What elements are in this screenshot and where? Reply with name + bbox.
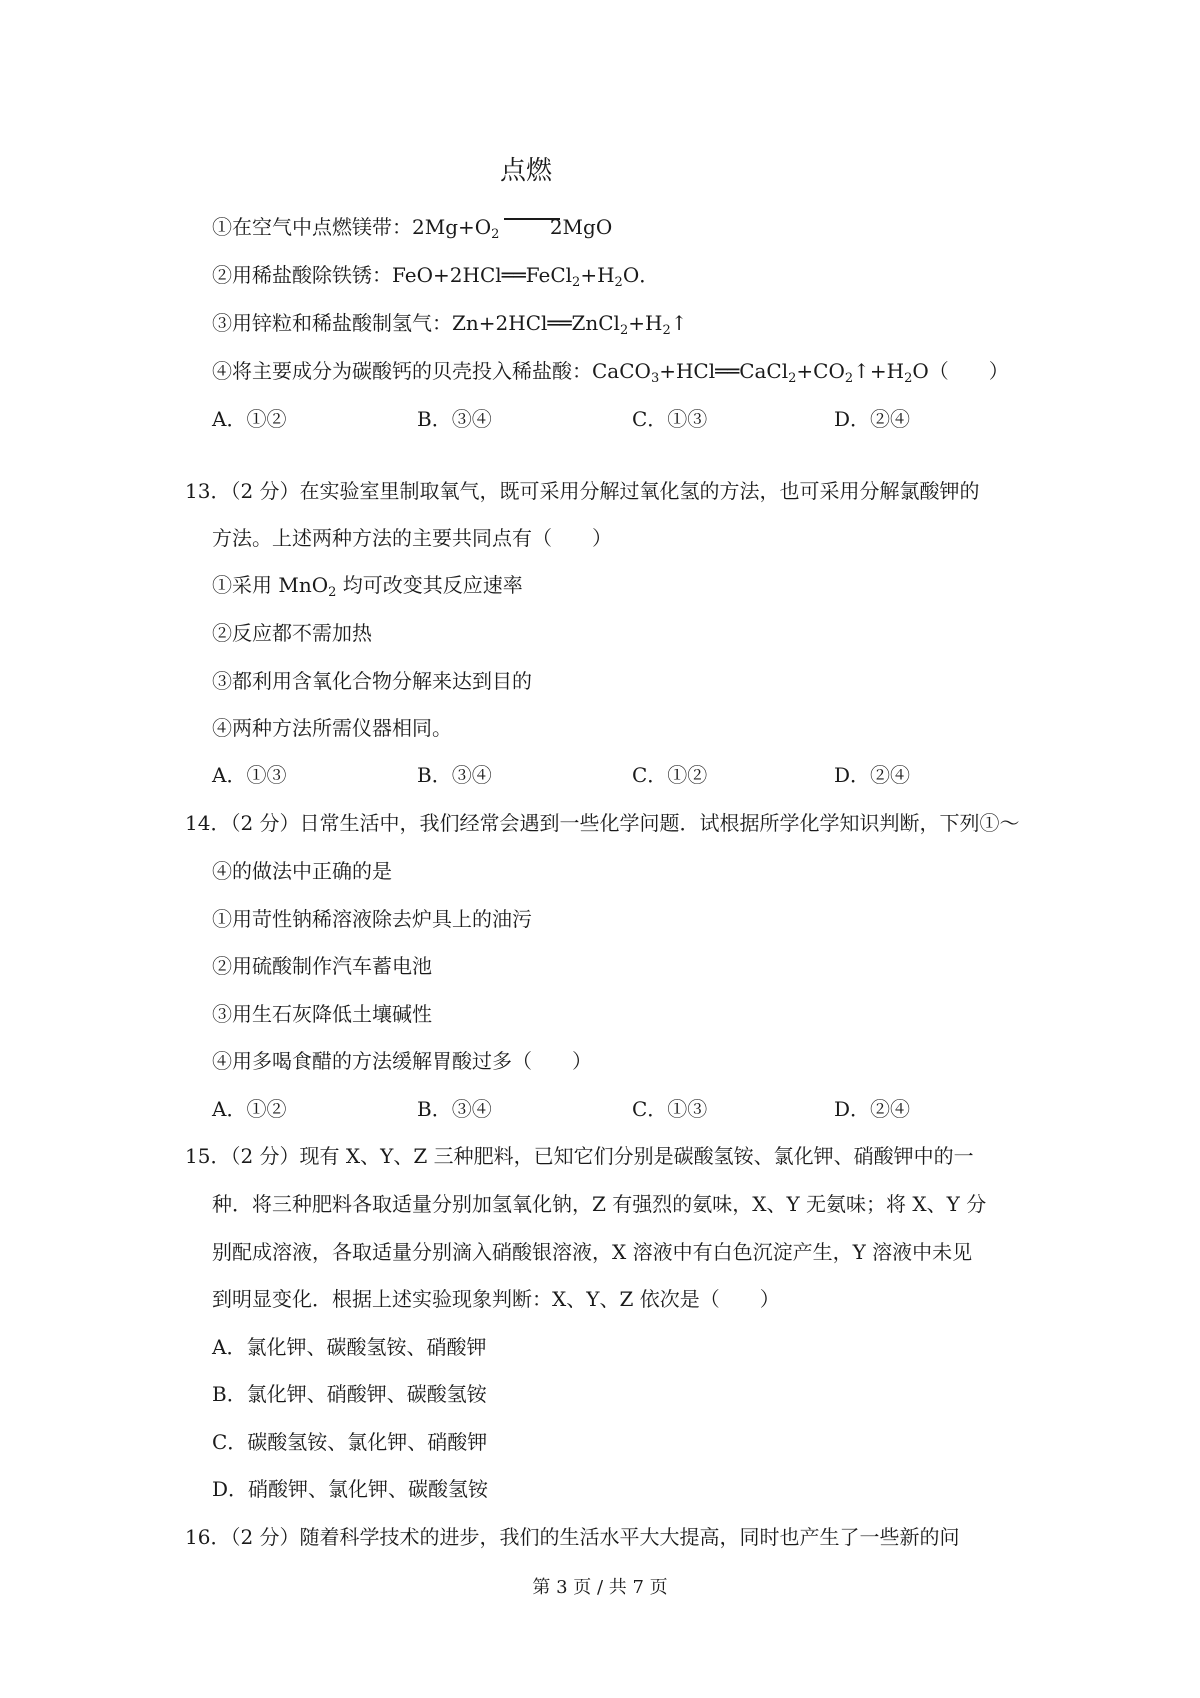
q12-item-4-sub4: 2 xyxy=(904,371,913,386)
q12-item-3-sub: 2 xyxy=(619,323,629,338)
q15-stem-line-3: 别配成溶液，各取适量分别滴入硝酸银溶液，X 溶液中有白色沉淀产生，Y 溶液中未见 xyxy=(212,1240,973,1264)
q13-option-a[interactable]: A．①③ xyxy=(212,763,287,787)
q12-item-2-tail: +H xyxy=(580,263,615,287)
q13-item-3: ③都利用含氧化合物分解来达到目的 xyxy=(212,669,532,693)
q12-item-4-mid: +HCl══CaCl xyxy=(659,359,789,383)
q12-item-4-text: ④将主要成分为碳酸钙的贝壳投入稀盐酸：CaCO xyxy=(212,359,651,383)
q15-option-b[interactable]: B．氯化钾、硝酸钾、碳酸氢铵 xyxy=(212,1382,487,1406)
q15-stem-line-1: 15．（2 分）现有 X、Y、Z 三种肥料，已知它们分别是碳酸氢铵、氯化钾、硝酸钾中的一 xyxy=(185,1144,974,1168)
q13-stem-line-1: 13．（2 分）在实验室里制取氧气，既可采用分解过氧化氢的方法，也可采用分解氯酸钾的 xyxy=(185,479,980,503)
q12-item-1-text: ①在空气中点燃镁带：2Mg+O xyxy=(212,215,492,239)
q13-option-c[interactable]: C．①② xyxy=(632,763,708,787)
q14-option-b[interactable]: B．③④ xyxy=(417,1097,492,1121)
q14-item-4: ④用多喝食醋的方法缓解胃酸过多（ ） xyxy=(212,1049,592,1073)
q12-option-c[interactable]: C．①③ xyxy=(632,407,708,431)
q13-item-1-sub: 2 xyxy=(328,585,337,600)
q12-item-1 xyxy=(212,214,612,240)
page-footer: 第 3 页 / 共 7 页 xyxy=(532,1577,668,1598)
q13-item-1-a: ①采用 MnO xyxy=(212,573,329,597)
q12-item-1-sub: 2 xyxy=(491,227,500,242)
q14-option-c[interactable]: C．①③ xyxy=(632,1097,708,1121)
q12-item-4-mid3: ↑+H xyxy=(853,359,905,383)
q12-item-4-end: O（ ） xyxy=(912,359,1009,383)
q12-item-2 xyxy=(212,262,659,288)
q15-stem-line-2: 种．将三种肥料各取适量分别加氢氧化钠，Z 有强烈的氨味，X、Y 无氨味；将 X、Y 分 xyxy=(212,1192,987,1216)
q12-item-4-sub3: 2 xyxy=(844,371,854,386)
q13-item-4: ④两种方法所需仪器相同。 xyxy=(212,716,452,740)
q12-option-b[interactable]: B．③④ xyxy=(417,407,492,431)
q12-item-3-end: ↑ xyxy=(670,311,688,335)
q12-item-4-sub2: 2 xyxy=(788,371,797,386)
q12-item-3-tail: +H xyxy=(628,311,663,335)
q15-option-d[interactable]: D．硝酸钾、氯化钾、碳酸氢铵 xyxy=(212,1477,489,1501)
q15-option-c[interactable]: C．碳酸氢铵、氯化钾、硝酸钾 xyxy=(212,1430,488,1454)
q12-option-a[interactable]: A．①② xyxy=(212,407,287,431)
reaction-condition-label: 点燃 xyxy=(500,156,553,186)
q14-stem-line-2: ④的做法中正确的是 xyxy=(212,859,392,883)
q12-item-3-text: ③用锌粒和稀盐酸制氢气：Zn+2HCl══ZnCl xyxy=(212,311,620,335)
q16-stem-line-1: 16．（2 分）随着科学技术的进步，我们的生活水平大大提高，同时也产生了一些新的问 xyxy=(185,1525,960,1549)
q12-item-3-sub2: 2 xyxy=(662,323,671,338)
q13-item-1-b: 均可改变其反应速率 xyxy=(336,573,523,597)
q12-item-4-mid2: +CO xyxy=(796,359,845,383)
q12-item-2-text: ②用稀盐酸除铁锈：FeO+2HCl══FeCl xyxy=(212,263,573,287)
q13-item-2: ②反应都不需加热 xyxy=(212,621,372,645)
q13-stem-line-2: 方法。上述两种方法的主要共同点有（ ） xyxy=(212,526,612,550)
q13-option-d[interactable]: D．②④ xyxy=(834,763,911,787)
q12-item-4-sub: 3 xyxy=(650,371,660,386)
q14-option-a[interactable]: A．①② xyxy=(212,1097,287,1121)
q12-item-3 xyxy=(212,310,688,336)
q12-item-2-sub: 2 xyxy=(572,275,581,290)
q12-option-d[interactable]: D．②④ xyxy=(834,407,911,431)
q14-option-d[interactable]: D．②④ xyxy=(834,1097,911,1121)
q15-option-a[interactable]: A．氯化钾、碳酸氢铵、硝酸钾 xyxy=(212,1335,487,1359)
q13-item-1 xyxy=(212,572,523,598)
q12-item-2-end: O． xyxy=(622,263,660,287)
q14-stem-line-1: 14．（2 分）日常生活中，我们经常会遇到一些化学问题．试根据所学化学知识判断，下列①～ xyxy=(185,811,1020,835)
q14-item-1: ①用苛性钠稀溶液除去炉具上的油污 xyxy=(212,907,532,931)
q15-stem-line-4: 到明显变化．根据上述实验现象判断：X、Y、Z 依次是（ ） xyxy=(212,1287,780,1311)
q12-item-2-sub2: 2 xyxy=(614,275,623,290)
q14-item-2: ②用硫酸制作汽车蓄电池 xyxy=(212,954,432,978)
q13-option-b[interactable]: B．③④ xyxy=(417,763,492,787)
q12-item-1-product: 2MgO xyxy=(549,215,613,239)
q12-item-4 xyxy=(212,358,1009,384)
q14-item-3: ③用生石灰降低土壤碱性 xyxy=(212,1002,432,1026)
